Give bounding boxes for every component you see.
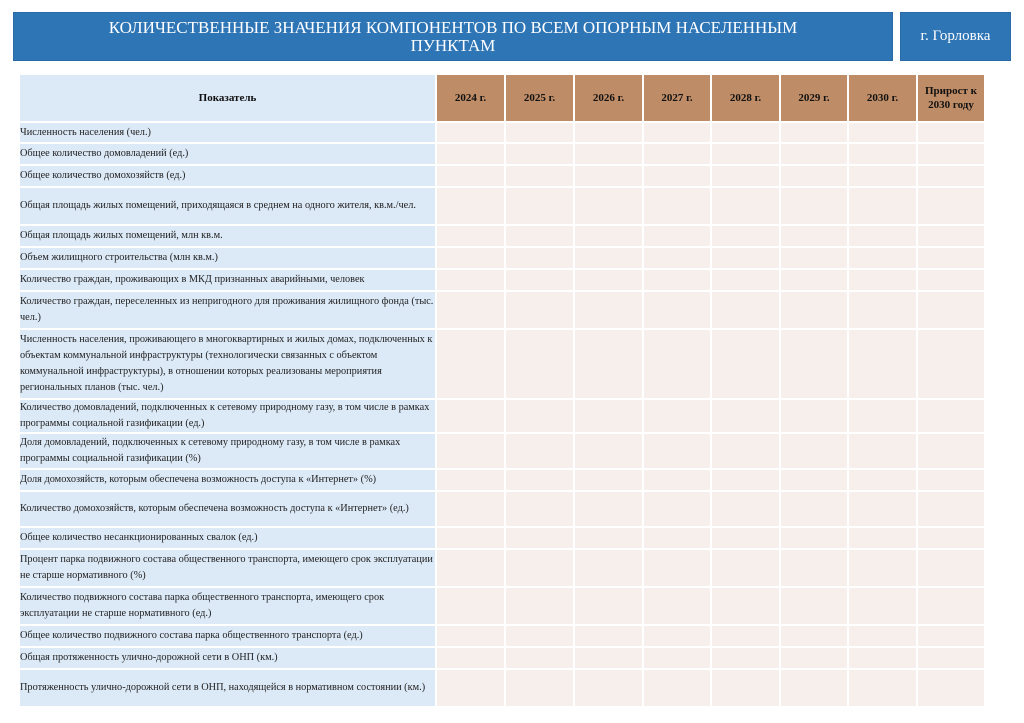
value-cell[interactable] (917, 247, 985, 269)
value-cell[interactable] (848, 225, 917, 247)
value-cell[interactable] (574, 399, 643, 433)
table-row (19, 491, 985, 527)
value-cell[interactable] (848, 587, 917, 625)
indicator-label: Общая протяженность улично-дорожной сети в ОНП (км.) (19, 647, 436, 669)
value-cell[interactable] (711, 549, 780, 587)
column-header-2026: 2026 г. (574, 74, 643, 122)
value-cell[interactable] (436, 143, 505, 165)
value-cell[interactable] (643, 225, 711, 247)
value-cell[interactable] (643, 469, 711, 491)
value-cell[interactable] (917, 549, 985, 587)
value-cell[interactable] (436, 491, 505, 527)
city-label-text: г. Горловка (920, 28, 991, 44)
value-cell[interactable] (780, 647, 848, 669)
value-cell[interactable] (780, 165, 848, 187)
value-cell[interactable] (574, 647, 643, 669)
value-cell[interactable] (436, 647, 505, 669)
table-row (19, 399, 985, 433)
value-cell[interactable] (643, 625, 711, 647)
column-header-2029: 2029 г. (780, 74, 848, 122)
value-cell[interactable] (711, 187, 780, 225)
indicator-label: Численность населения (чел.) (19, 122, 436, 143)
value-cell[interactable] (917, 647, 985, 669)
indicator-label: Объем жилищного строительства (млн кв.м.) (19, 247, 436, 269)
value-cell[interactable] (505, 399, 574, 433)
column-header-2025: 2025 г. (505, 74, 574, 122)
indicator-label: Количество граждан, переселенных из непригодного для проживания жилищного фонда (тыс. чел.) (19, 291, 436, 329)
value-cell[interactable] (711, 269, 780, 291)
value-cell[interactable] (574, 291, 643, 329)
value-cell[interactable] (574, 433, 643, 469)
value-cell[interactable] (574, 122, 643, 143)
value-cell[interactable] (780, 225, 848, 247)
column-header-2024: 2024 г. (436, 74, 505, 122)
table-body (19, 122, 985, 707)
value-cell[interactable] (574, 329, 643, 399)
value-cell[interactable] (711, 625, 780, 647)
value-cell[interactable] (848, 491, 917, 527)
table-row (19, 329, 985, 399)
column-header-2028: 2028 г. (711, 74, 780, 122)
value-cell[interactable] (574, 527, 643, 549)
value-cell[interactable] (780, 143, 848, 165)
value-cell[interactable] (917, 625, 985, 647)
value-cell[interactable] (917, 187, 985, 225)
indicator-label: Количество подвижного состава парка общественного транспорта, имеющего срок эксплуатации не старше нормативного (ед.) (19, 587, 436, 625)
value-cell[interactable] (917, 433, 985, 469)
indicator-label: Общая площадь жилых помещений, приходящаяся в среднем на одного жителя, кв.м./чел. (19, 187, 436, 225)
value-cell[interactable] (505, 527, 574, 549)
value-cell[interactable] (780, 291, 848, 329)
value-cell[interactable] (574, 247, 643, 269)
value-cell[interactable] (574, 587, 643, 625)
value-cell[interactable] (643, 122, 711, 143)
value-cell[interactable] (711, 433, 780, 469)
table-row (19, 225, 985, 247)
value-cell[interactable] (711, 491, 780, 527)
value-cell[interactable] (505, 469, 574, 491)
city-label (900, 12, 1011, 61)
value-cell[interactable] (436, 625, 505, 647)
indicator-label: Общее количество подвижного состава парка общественного транспорта (ед.) (19, 625, 436, 647)
value-cell[interactable] (917, 269, 985, 291)
table-row (19, 269, 985, 291)
value-cell[interactable] (917, 491, 985, 527)
indicator-label: Протяженность улично-дорожной сети в ОНП, находящейся в нормативном состоянии (км.) (19, 669, 436, 707)
value-cell[interactable] (711, 399, 780, 433)
value-cell[interactable] (505, 269, 574, 291)
value-cell[interactable] (574, 625, 643, 647)
indicator-label: Общее количество домовладений (ед.) (19, 143, 436, 165)
value-cell[interactable] (505, 143, 574, 165)
value-cell[interactable] (848, 647, 917, 669)
page-title-text: КОЛИЧЕСТВЕННЫЕ ЗНАЧЕНИЯ КОМПОНЕНТОВ ПО ВСЕМ ОПОРНЫМ НАСЕЛЕННЫМ ПУНКТАМ (108, 17, 798, 55)
table-row (19, 165, 985, 187)
value-cell[interactable] (505, 433, 574, 469)
value-cell[interactable] (848, 247, 917, 269)
table-row (19, 587, 985, 625)
value-cell[interactable] (848, 527, 917, 549)
value-cell[interactable] (711, 647, 780, 669)
table-row (19, 291, 985, 329)
table-row (19, 247, 985, 269)
table-row (19, 433, 985, 469)
value-cell[interactable] (917, 329, 985, 399)
value-cell[interactable] (711, 291, 780, 329)
indicator-label: Процент парка подвижного состава общественного транспорта, имеющего срок эксплуатации не старше нормативного (%) (19, 549, 436, 587)
table-row (19, 549, 985, 587)
value-cell[interactable] (574, 165, 643, 187)
value-cell[interactable] (917, 225, 985, 247)
value-cell[interactable] (505, 122, 574, 143)
table-row (19, 625, 985, 647)
value-cell[interactable] (505, 247, 574, 269)
value-cell[interactable] (711, 165, 780, 187)
value-cell[interactable] (574, 549, 643, 587)
value-cell[interactable] (917, 469, 985, 491)
value-cell[interactable] (848, 399, 917, 433)
table-row (19, 647, 985, 669)
value-cell[interactable] (780, 491, 848, 527)
indicators-table (18, 73, 986, 708)
value-cell[interactable] (917, 122, 985, 143)
value-cell[interactable] (505, 669, 574, 707)
value-cell[interactable] (505, 165, 574, 187)
value-cell[interactable] (643, 669, 711, 707)
value-cell[interactable] (917, 587, 985, 625)
value-cell[interactable] (505, 291, 574, 329)
value-cell[interactable] (505, 625, 574, 647)
value-cell[interactable] (711, 143, 780, 165)
table-row (19, 527, 985, 549)
indicator-label: Общее количество домохозяйств (ед.) (19, 165, 436, 187)
value-cell[interactable] (848, 669, 917, 707)
value-cell[interactable] (917, 165, 985, 187)
value-cell[interactable] (436, 669, 505, 707)
indicator-label: Общее количество несанкционированных свалок (ед.) (19, 527, 436, 549)
indicator-label: Доля домохозяйств, которым обеспечена возможность доступа к «Интернет» (%) (19, 469, 436, 491)
value-cell[interactable] (643, 587, 711, 625)
value-cell[interactable] (917, 291, 985, 329)
page-title (13, 12, 893, 61)
value-cell[interactable] (643, 527, 711, 549)
value-cell[interactable] (643, 329, 711, 399)
value-cell[interactable] (505, 587, 574, 625)
value-cell[interactable] (711, 587, 780, 625)
indicator-label: Численность населения, проживающего в многоквартирных и жилых домах, подключенных к объектам коммунальной инфраструктуры (технологически связанных с объектом коммунальной инфраструктуры), в отношении которых реализованы мероприятия региональных планов (тыс. чел.) (19, 329, 436, 399)
value-cell[interactable] (436, 122, 505, 143)
column-header-2030: 2030 г. (848, 74, 917, 122)
value-cell[interactable] (574, 225, 643, 247)
value-cell[interactable] (917, 143, 985, 165)
value-cell[interactable] (643, 647, 711, 669)
value-cell[interactable] (574, 491, 643, 527)
value-cell[interactable] (643, 433, 711, 469)
value-cell[interactable] (436, 165, 505, 187)
value-cell[interactable] (574, 187, 643, 225)
value-cell[interactable] (574, 269, 643, 291)
value-cell[interactable] (643, 269, 711, 291)
table-row (19, 143, 985, 165)
value-cell[interactable] (436, 433, 505, 469)
value-cell[interactable] (436, 187, 505, 225)
value-cell[interactable] (436, 399, 505, 433)
value-cell[interactable] (436, 329, 505, 399)
value-cell[interactable] (436, 269, 505, 291)
value-cell[interactable] (917, 399, 985, 433)
value-cell[interactable] (643, 291, 711, 329)
value-cell[interactable] (917, 527, 985, 549)
value-cell[interactable] (711, 225, 780, 247)
value-cell[interactable] (848, 187, 917, 225)
value-cell[interactable] (505, 549, 574, 587)
value-cell[interactable] (780, 122, 848, 143)
value-cell[interactable] (436, 469, 505, 491)
value-cell[interactable] (505, 187, 574, 225)
value-cell[interactable] (780, 587, 848, 625)
table-header-row (19, 74, 985, 122)
value-cell[interactable] (780, 527, 848, 549)
value-cell[interactable] (436, 291, 505, 329)
value-cell[interactable] (436, 549, 505, 587)
value-cell[interactable] (643, 491, 711, 527)
value-cell[interactable] (780, 269, 848, 291)
value-cell[interactable] (505, 647, 574, 669)
value-cell[interactable] (780, 433, 848, 469)
value-cell[interactable] (436, 225, 505, 247)
table-row (19, 469, 985, 491)
value-cell[interactable] (643, 247, 711, 269)
value-cell[interactable] (848, 291, 917, 329)
value-cell[interactable] (643, 187, 711, 225)
value-cell[interactable] (848, 549, 917, 587)
indicator-label: Доля домовладений, подключенных к сетевому природному газу, в том числе в рамках программы социальной газификации (%) (19, 433, 436, 469)
value-cell[interactable] (711, 329, 780, 399)
value-cell[interactable] (643, 165, 711, 187)
value-cell[interactable] (643, 549, 711, 587)
value-cell[interactable] (711, 527, 780, 549)
indicator-label: Количество домохозяйств, которым обеспечена возможность доступа к «Интернет» (ед.) (19, 491, 436, 527)
value-cell[interactable] (574, 669, 643, 707)
value-cell[interactable] (643, 143, 711, 165)
value-cell[interactable] (574, 143, 643, 165)
indicator-label: Общая площадь жилых помещений, млн кв.м. (19, 225, 436, 247)
value-cell[interactable] (780, 469, 848, 491)
value-cell[interactable] (780, 247, 848, 269)
value-cell[interactable] (780, 669, 848, 707)
value-cell[interactable] (848, 329, 917, 399)
value-cell[interactable] (711, 669, 780, 707)
value-cell[interactable] (436, 587, 505, 625)
column-header-growth: Прирост к 2030 году (917, 74, 985, 122)
value-cell[interactable] (848, 143, 917, 165)
value-cell[interactable] (643, 399, 711, 433)
table-row (19, 669, 985, 707)
value-cell[interactable] (711, 247, 780, 269)
value-cell[interactable] (780, 549, 848, 587)
value-cell[interactable] (780, 187, 848, 225)
value-cell[interactable] (505, 329, 574, 399)
value-cell[interactable] (848, 433, 917, 469)
value-cell[interactable] (780, 329, 848, 399)
value-cell[interactable] (711, 122, 780, 143)
indicator-label: Количество граждан, проживающих в МКД признанных аварийными, человек (19, 269, 436, 291)
value-cell[interactable] (848, 165, 917, 187)
value-cell[interactable] (917, 669, 985, 707)
column-header-2027: 2027 г. (643, 74, 711, 122)
value-cell[interactable] (848, 269, 917, 291)
value-cell[interactable] (711, 469, 780, 491)
value-cell[interactable] (574, 469, 643, 491)
value-cell[interactable] (848, 122, 917, 143)
indicator-label: Количество домовладений, подключенных к сетевому природному газу, в том числе в рамках программы социальной газификации (ед.) (19, 399, 436, 433)
value-cell[interactable] (505, 225, 574, 247)
value-cell[interactable] (848, 469, 917, 491)
value-cell[interactable] (848, 625, 917, 647)
value-cell[interactable] (780, 625, 848, 647)
value-cell[interactable] (505, 491, 574, 527)
column-header-indicator: Показатель (19, 74, 436, 122)
value-cell[interactable] (436, 247, 505, 269)
value-cell[interactable] (436, 527, 505, 549)
value-cell[interactable] (780, 399, 848, 433)
table-row (19, 122, 985, 143)
table-row (19, 187, 985, 225)
